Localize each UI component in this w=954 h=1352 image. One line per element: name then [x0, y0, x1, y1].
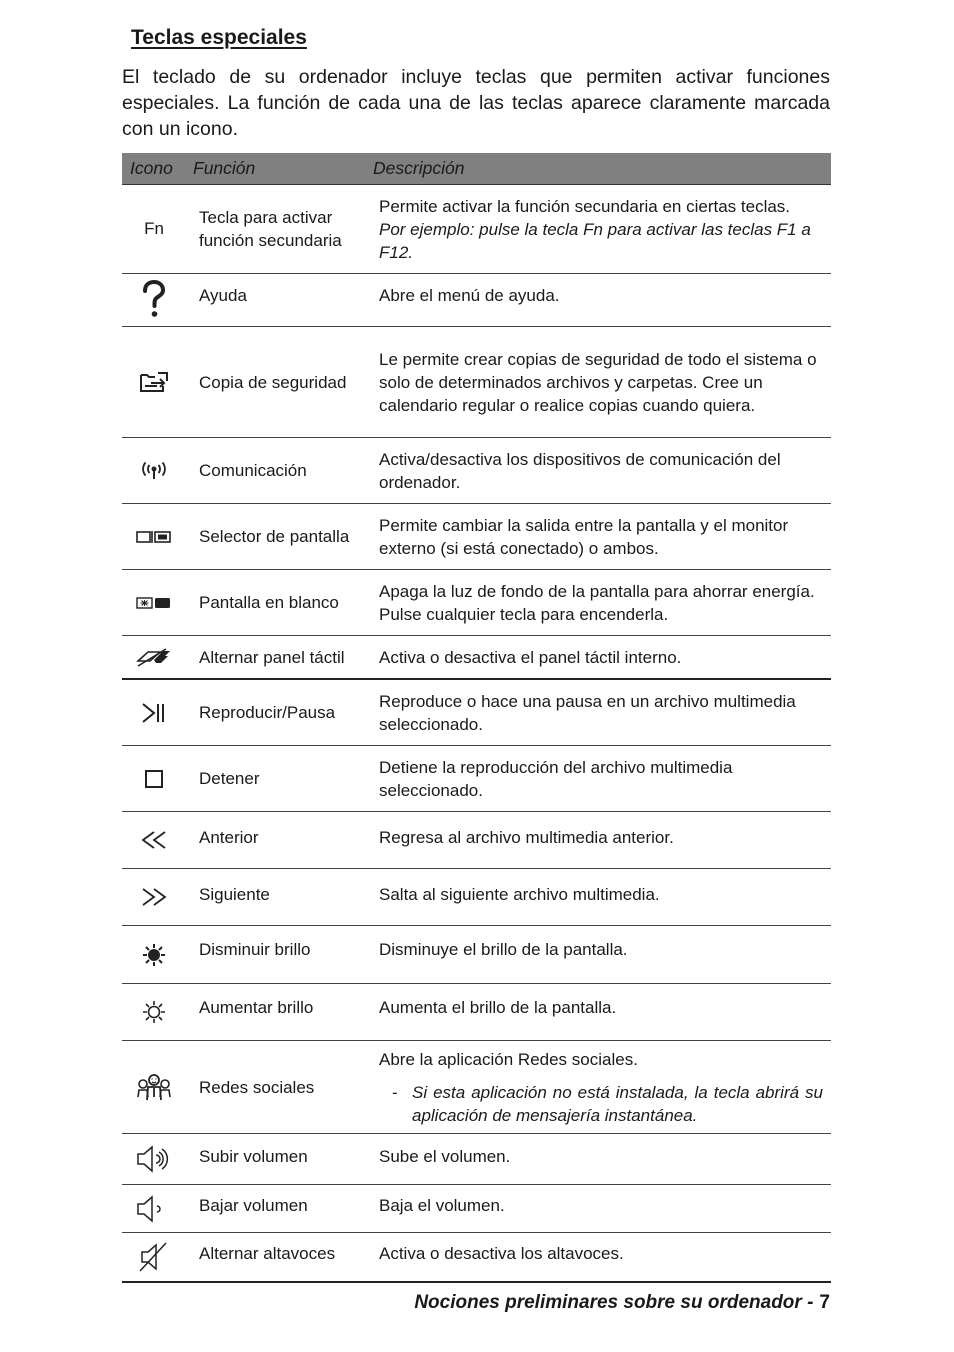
table-row	[122, 636, 831, 680]
intro-paragraph: El teclado de su ordenador incluye teclas que permiten activar funciones especiales. La función de cada una de las teclas aparece claramente marcada con un icono.	[122, 66, 830, 140]
social-networks-icon	[122, 1073, 186, 1101]
row-description-text: Abre la aplicación Redes sociales.	[379, 1049, 638, 1069]
table-row	[122, 438, 831, 504]
table-row	[122, 327, 831, 438]
table-header	[122, 153, 831, 185]
page-footer	[414, 1292, 830, 1314]
row-function: Redes sociales	[199, 1077, 315, 1097]
volume-down-icon	[122, 1194, 186, 1224]
row-description: Apaga la luz de fondo de la pantalla para ahorrar energía. Pulse cualquier tecla para encenderla.	[379, 581, 815, 624]
row-description: Disminuye el brillo de la pantalla.	[379, 940, 628, 959]
table-row	[122, 680, 831, 746]
row-description-example: Por ejemplo: pulse la tecla Fn para activar las teclas F1 a F12.	[379, 219, 811, 262]
row-description: Detiene la reproducción del archivo multimedia seleccionado.	[379, 757, 733, 800]
row-function: Aumentar brillo	[199, 998, 314, 1017]
row-note-text: Si esta aplicación no está instalada, la tecla abrirá su aplicación de mensajería instantánea.	[412, 1082, 823, 1125]
row-description: Salta al siguiente archivo multimedia.	[379, 885, 660, 904]
table-row	[122, 812, 831, 869]
table-row	[122, 746, 831, 812]
fn-key-label: Fn	[144, 219, 164, 238]
speaker-toggle-icon	[122, 1241, 186, 1273]
row-description: Le permite crear copias de seguridad de todo el sistema o solo de determinados archivos y carpetas. Cree un calendario regular o realice copias cuando quiera.	[379, 349, 817, 415]
special-keys-table	[122, 153, 831, 1283]
table-row	[122, 1041, 831, 1134]
next-icon	[122, 887, 186, 907]
row-function: Alternar altavoces	[199, 1244, 336, 1263]
row-function: Bajar volumen	[199, 1196, 308, 1215]
touchpad-toggle-icon	[122, 646, 186, 668]
question-mark-icon	[122, 280, 186, 320]
table-row	[122, 984, 831, 1041]
table-row	[122, 926, 831, 984]
row-function: Tecla para activar función secundaria	[199, 208, 342, 250]
row-function: Anterior	[199, 828, 259, 847]
bullet-dash: -	[392, 1082, 398, 1102]
previous-icon	[122, 830, 186, 850]
fn-key	[122, 219, 186, 239]
table-row	[122, 185, 831, 274]
table-row	[122, 274, 831, 327]
row-function: Alternar panel táctil	[199, 647, 345, 667]
header-function: Función	[193, 158, 256, 178]
backup-icon	[122, 369, 186, 395]
row-function: Pantalla en blanco	[199, 593, 339, 612]
row-description: Regresa al archivo multimedia anterior.	[379, 828, 674, 847]
row-function: Selector de pantalla	[199, 527, 350, 546]
row-description: Activa o desactiva los altavoces.	[379, 1244, 624, 1263]
row-function: Subir volumen	[199, 1147, 308, 1166]
screen-blank-icon	[122, 596, 186, 610]
row-description: Reproduce o hace una pausa en un archivo multimedia seleccionado.	[379, 691, 796, 734]
row-function: Comunicación	[199, 461, 307, 480]
row-description	[366, 1048, 831, 1127]
row-function: Copia de seguridad	[199, 372, 347, 392]
section-title: Teclas especiales	[131, 26, 307, 49]
table-row	[122, 504, 831, 570]
row-note	[379, 1081, 823, 1127]
row-description: Baja el volumen.	[379, 1196, 505, 1215]
row-function: Reproducir/Pausa	[199, 703, 336, 722]
row-description-text: Permite activar la función secundaria en ciertas teclas.	[379, 196, 791, 216]
row-function: Detener	[199, 769, 260, 788]
stop-icon	[122, 769, 186, 789]
row-description: Sube el volumen.	[379, 1147, 511, 1166]
row-description: Permite cambiar la salida entre la pantalla y el monitor externo (si está conectado) o ambos.	[379, 515, 789, 558]
brightness-down-icon	[122, 943, 186, 967]
row-function: Disminuir brillo	[199, 940, 311, 959]
volume-up-icon	[122, 1144, 186, 1174]
row-description: Abre el menú de ayuda.	[379, 286, 560, 305]
page-number: 7	[819, 1292, 830, 1313]
row-function: Ayuda	[199, 286, 247, 305]
row-description: Activa o desactiva el panel táctil interno.	[379, 647, 682, 667]
table-row	[122, 1233, 831, 1283]
row-description: Activa/desactiva los dispositivos de comunicación del ordenador.	[379, 449, 781, 492]
header-description: Descripción	[373, 158, 465, 178]
table-row	[122, 869, 831, 926]
header-icon: Icono	[130, 158, 173, 178]
table-row	[122, 570, 831, 636]
brightness-up-icon	[122, 1000, 186, 1024]
row-function: Siguiente	[199, 885, 270, 904]
row-description	[366, 195, 831, 264]
row-description: Aumenta el brillo de la pantalla.	[379, 998, 617, 1017]
table-row	[122, 1134, 831, 1185]
wireless-icon	[122, 461, 186, 481]
display-switch-icon	[122, 530, 186, 544]
play-pause-icon	[122, 702, 186, 724]
footer-text: Nociones preliminares sobre su ordenador -	[414, 1292, 814, 1313]
table-row	[122, 1185, 831, 1233]
